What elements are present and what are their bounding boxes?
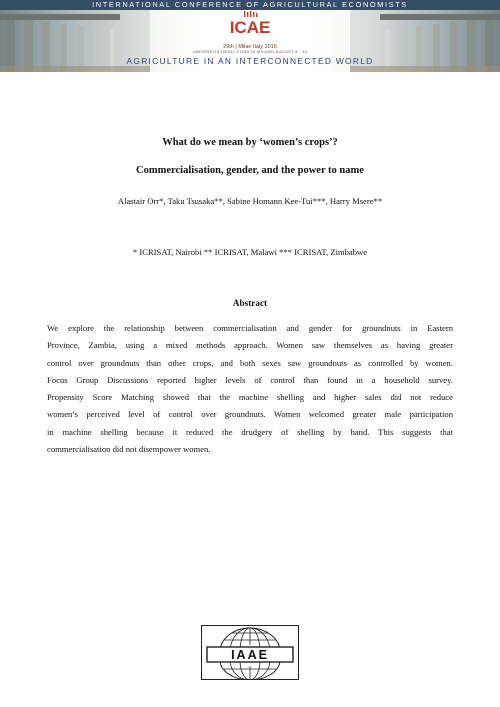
abstract-body bbox=[47, 320, 453, 458]
abstract-line: We explore the relationship between commercialisation and gender for groundnuts in Eastern bbox=[47, 323, 453, 333]
paper-title: What do we mean by ‘women’s crops’? bbox=[162, 137, 338, 148]
abstract-line: Province, Zambia, using a mixed methods approach. Women saw themselves as having greater bbox=[47, 340, 453, 351]
conference-edition: 29th | Milan Italy 2015 bbox=[223, 44, 277, 50]
author-list: Alastair Orr*, Taku Tsusaka**, Sabine Homann Kee-Tui***, Harry Msere** bbox=[117, 196, 383, 206]
conference-name: INTERNATIONAL CONFERENCE OF AGRICULTURAL ECONOMISTS bbox=[0, 0, 500, 10]
svg-text:IAAE: IAAE bbox=[231, 648, 269, 662]
paper-subtitle: Commercialisation, gender, and the power to name bbox=[136, 165, 364, 176]
abstract-line: commercialisation did not disempower women. bbox=[47, 444, 211, 455]
abstract-line: women’s perceived level of control over groundnuts. Women welcomed greater male participation bbox=[47, 409, 453, 420]
abstract-line: Propensity Score Matching showed that the machine shelling and higher sales did not reduce bbox=[47, 392, 453, 403]
conference-theme: AGRICULTURE IN AN INTERCONNECTED WORLD bbox=[126, 56, 374, 66]
abstract-line: Focus Group Discussions reported higher levels of control than found in a household survey. bbox=[47, 374, 453, 385]
abstract-heading: Abstract bbox=[232, 298, 268, 308]
abstract-line: control over groundnuts than other crops, and both sexes saw groundnuts as controlled by women. bbox=[47, 357, 453, 368]
icae-logo bbox=[200, 11, 300, 51]
affiliations: * ICRISAT, Nairobi ** ICRISAT, Malawi *** ICRISAT, Zimbabwe bbox=[132, 247, 368, 257]
iaae-logo bbox=[201, 625, 299, 680]
abstract-line: in machine shelling because it reduced the drudgery of shelling by hand. This suggests that bbox=[47, 426, 453, 437]
icae-logo-mark bbox=[226, 11, 274, 35]
conference-banner bbox=[0, 0, 500, 72]
conference-university: UNIVERSITÀ DEGLI STUDI DI MILANO AUGUST 8 - 14 bbox=[192, 49, 308, 54]
svg-text:ICAE: ICAE bbox=[229, 18, 271, 35]
